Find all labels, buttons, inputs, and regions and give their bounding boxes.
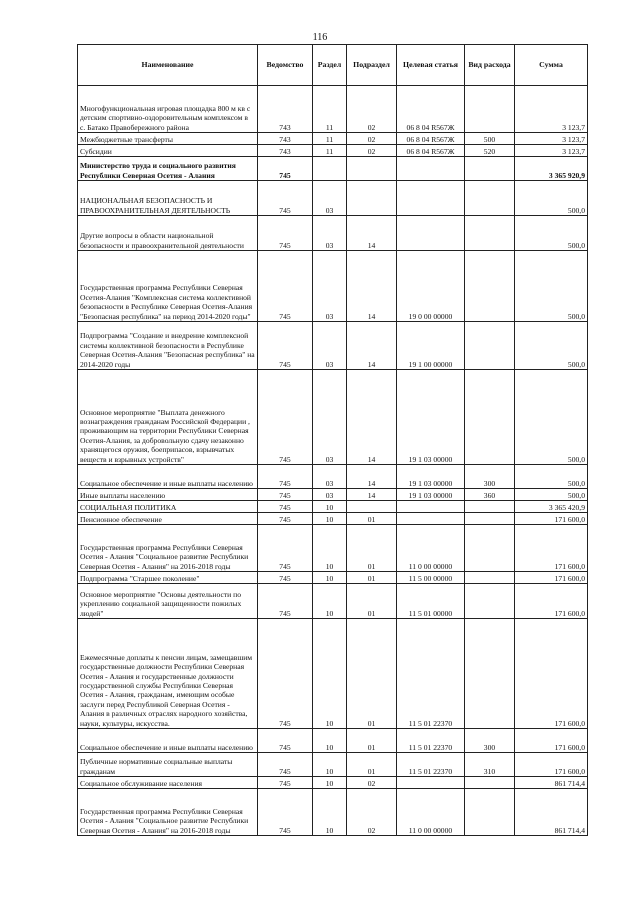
row-name: Социальное обеспечение и иные выплаты населению — [78, 729, 258, 753]
row-section: 10 — [313, 501, 347, 513]
row-section: 03 — [313, 465, 347, 489]
row-expense-type — [465, 789, 515, 836]
row-dept: 745 — [258, 753, 313, 777]
row-expense-type — [465, 513, 515, 525]
row-section: 10 — [313, 525, 347, 572]
row-sum: 500,0 — [515, 216, 588, 251]
row-target: 06 8 04 R567Ж — [397, 86, 465, 133]
row-dept: 745 — [258, 525, 313, 572]
row-expense-type — [465, 251, 515, 322]
table-row — [78, 145, 588, 157]
row-subsection: 14 — [347, 251, 397, 322]
row-target: 19 0 00 00000 — [397, 251, 465, 322]
header-subsection: Подраздел — [347, 45, 397, 86]
row-target: 11 0 00 00000 — [397, 789, 465, 836]
row-subsection: 02 — [347, 789, 397, 836]
row-name: Субсидии — [78, 145, 258, 157]
table-row — [78, 251, 588, 322]
row-target — [397, 501, 465, 513]
row-name: Подпрограмма "Старшее поколение" — [78, 572, 258, 584]
row-name: Пенсионное обеспечение — [78, 513, 258, 525]
row-sum: 500,0 — [515, 181, 588, 216]
row-target: 11 5 01 22370 — [397, 753, 465, 777]
row-name: Основное мероприятие "Основы деятельности по укреплению социальной защищенности пожилых людей" — [78, 584, 258, 619]
table-header-row — [78, 45, 588, 86]
row-expense-type: 520 — [465, 145, 515, 157]
row-expense-type: 300 — [465, 465, 515, 489]
row-sum: 861 714,4 — [515, 777, 588, 789]
row-section: 03 — [313, 181, 347, 216]
page-number: 116 — [312, 32, 328, 43]
row-subsection: 14 — [347, 216, 397, 251]
table-row — [78, 501, 588, 513]
row-expense-type — [465, 584, 515, 619]
row-subsection — [347, 181, 397, 216]
row-expense-type — [465, 525, 515, 572]
row-dept: 745 — [258, 572, 313, 584]
row-dept: 743 — [258, 86, 313, 133]
row-sum: 861 714,4 — [515, 789, 588, 836]
row-dept: 745 — [258, 370, 313, 465]
row-subsection: 01 — [347, 572, 397, 584]
row-expense-type — [465, 157, 515, 181]
row-expense-type — [465, 86, 515, 133]
row-subsection: 02 — [347, 86, 397, 133]
table-row — [78, 572, 588, 584]
header-expense-type: Вид расхода — [465, 45, 515, 86]
row-subsection: 02 — [347, 145, 397, 157]
row-dept: 745 — [258, 777, 313, 789]
row-subsection: 14 — [347, 489, 397, 501]
row-sum: 171 600,0 — [515, 572, 588, 584]
row-section: 10 — [313, 789, 347, 836]
row-section: 03 — [313, 489, 347, 501]
row-name: Другие вопросы в области национальной безопасности и правоохранительной деятельности — [78, 216, 258, 251]
row-section: 10 — [313, 729, 347, 753]
row-target: 11 5 01 22370 — [397, 729, 465, 753]
table-row — [78, 729, 588, 753]
row-section: 11 — [313, 133, 347, 145]
row-sum: 171 600,0 — [515, 584, 588, 619]
row-name: Основное мероприятие "Выплата денежного вознаграждения гражданам Российской Федерации , проживающим на территории Республики Северная Осетия-Алания, за добровольную сдачу незаконно хранящегося оружия, боеприпасов, взрывчатых веществ и взрывных устройств" — [78, 370, 258, 465]
row-dept: 745 — [258, 789, 313, 836]
row-dept: 745 — [258, 584, 313, 619]
row-name: Министерство труда и социального развития Республики Северная Осетия - Алания — [78, 157, 258, 181]
row-section: 11 — [313, 86, 347, 133]
row-expense-type: 500 — [465, 133, 515, 145]
row-name: Государственная программа Республики Северная Осетия - Алания "Социальное развитие Республики Северная Осетия - Алания" на 2016-2018 годы — [78, 789, 258, 836]
table-row — [78, 513, 588, 525]
row-section: 11 — [313, 145, 347, 157]
row-target: 19 1 00 00000 — [397, 322, 465, 370]
header-target: Целевая статья — [397, 45, 465, 86]
row-dept: 743 — [258, 145, 313, 157]
row-expense-type: 300 — [465, 729, 515, 753]
row-name: НАЦИОНАЛЬНАЯ БЕЗОПАСНОСТЬ И ПРАВООХРАНИТЕЛЬНАЯ ДЕЯТЕЛЬНОСТЬ — [78, 181, 258, 216]
row-sum: 171 600,0 — [515, 525, 588, 572]
row-name: Государственная программа Республики Северная Осетия-Алания "Комплексная система коллективной безопасности в Республике Северная Осетия-Алания "Безопасная республика" на период 2014-2020 годы" — [78, 251, 258, 322]
row-section: 03 — [313, 322, 347, 370]
row-name: Иные выплаты населению — [78, 489, 258, 501]
row-sum: 3 123,7 — [515, 86, 588, 133]
row-expense-type — [465, 322, 515, 370]
table-row — [78, 525, 588, 572]
row-sum: 3 365 920,9 — [515, 157, 588, 181]
row-expense-type — [465, 572, 515, 584]
row-sum: 171 600,0 — [515, 619, 588, 729]
row-dept: 745 — [258, 619, 313, 729]
table-row — [78, 370, 588, 465]
row-target: 19 1 03 00000 — [397, 489, 465, 501]
row-dept: 745 — [258, 157, 313, 181]
table-row — [78, 322, 588, 370]
row-sum: 3 123,7 — [515, 133, 588, 145]
table-row — [78, 584, 588, 619]
row-section: 10 — [313, 584, 347, 619]
row-section: 10 — [313, 572, 347, 584]
table-row — [78, 157, 588, 181]
row-dept: 745 — [258, 181, 313, 216]
table-row — [78, 181, 588, 216]
row-subsection: 14 — [347, 322, 397, 370]
row-subsection: 02 — [347, 777, 397, 789]
row-dept: 745 — [258, 216, 313, 251]
row-expense-type — [465, 619, 515, 729]
row-sum: 500,0 — [515, 489, 588, 501]
row-subsection: 01 — [347, 619, 397, 729]
row-name: Публичные нормативные социальные выплаты гражданам — [78, 753, 258, 777]
row-subsection: 01 — [347, 513, 397, 525]
row-target: 11 0 00 00000 — [397, 525, 465, 572]
row-subsection: 02 — [347, 133, 397, 145]
row-name: Межбюджетные трансферты — [78, 133, 258, 145]
header-section: Раздел — [313, 45, 347, 86]
row-name: Подпрограмма "Создание и внедрение комплексной системы коллективной безопасности в Республике Северная Осетия-Алания "Безопасная республика" на 2014-2020 годы — [78, 322, 258, 370]
header-sum: Сумма — [515, 45, 588, 86]
row-section: 10 — [313, 777, 347, 789]
table-row — [78, 777, 588, 789]
row-sum: 500,0 — [515, 251, 588, 322]
table-row — [78, 619, 588, 729]
row-name: Многофункциональная игровая площадка 800 м кв с детским спортивно-оздоровительным комплексом в с. Батако Правобережного района — [78, 86, 258, 133]
row-sum: 500,0 — [515, 370, 588, 465]
row-target: 11 5 00 00000 — [397, 572, 465, 584]
row-sum: 3 365 420,9 — [515, 501, 588, 513]
row-dept: 745 — [258, 322, 313, 370]
row-dept: 745 — [258, 513, 313, 525]
row-target — [397, 157, 465, 181]
row-dept: 745 — [258, 729, 313, 753]
row-subsection: 14 — [347, 370, 397, 465]
row-subsection: 01 — [347, 525, 397, 572]
row-name: Ежемесячные доплаты к пенсии лицам, замещавшим государственные должности Республики Северная Осетия - Алания и государственные должности государственной службы Республики Северная Осетия - Алания, гражданам, имеющим особые заслуги перед Республикой Северная Осетия - Алания в различных отраслях народного хозяйства, науки, культуры, искусства. — [78, 619, 258, 729]
row-section: 10 — [313, 513, 347, 525]
table-body — [78, 86, 588, 836]
row-sum: 3 123,7 — [515, 145, 588, 157]
row-section: 10 — [313, 753, 347, 777]
table-row — [78, 86, 588, 133]
row-target: 06 8 04 R567Ж — [397, 145, 465, 157]
row-expense-type — [465, 370, 515, 465]
row-target — [397, 181, 465, 216]
row-expense-type — [465, 216, 515, 251]
table-row — [78, 489, 588, 501]
row-dept: 745 — [258, 251, 313, 322]
row-section — [313, 157, 347, 181]
row-expense-type: 310 — [465, 753, 515, 777]
row-target — [397, 777, 465, 789]
row-sum: 171 600,0 — [515, 513, 588, 525]
table-row — [78, 465, 588, 489]
row-target — [397, 513, 465, 525]
row-section: 03 — [313, 370, 347, 465]
row-subsection: 14 — [347, 465, 397, 489]
row-sum: 171 600,0 — [515, 753, 588, 777]
header-dept: Ведомство — [258, 45, 313, 86]
row-name: Социальное обеспечение и иные выплаты населению — [78, 465, 258, 489]
row-target: 11 5 01 00000 — [397, 584, 465, 619]
table-row — [78, 753, 588, 777]
row-dept: 745 — [258, 501, 313, 513]
row-sum: 500,0 — [515, 465, 588, 489]
row-expense-type: 360 — [465, 489, 515, 501]
row-subsection: 01 — [347, 753, 397, 777]
row-sum: 500,0 — [515, 322, 588, 370]
row-target: 19 1 03 00000 — [397, 465, 465, 489]
row-name: СОЦИАЛЬНАЯ ПОЛИТИКА — [78, 501, 258, 513]
row-subsection: 01 — [347, 584, 397, 619]
row-subsection — [347, 157, 397, 181]
row-dept: 743 — [258, 133, 313, 145]
row-expense-type — [465, 501, 515, 513]
table-row — [78, 789, 588, 836]
row-dept: 745 — [258, 489, 313, 501]
row-dept: 745 — [258, 465, 313, 489]
row-section: 03 — [313, 216, 347, 251]
row-section: 03 — [313, 251, 347, 322]
row-target: 11 5 01 22370 — [397, 619, 465, 729]
row-subsection: 01 — [347, 729, 397, 753]
row-name: Социальное обслуживание населения — [78, 777, 258, 789]
row-sum: 171 600,0 — [515, 729, 588, 753]
row-target: 19 1 03 00000 — [397, 370, 465, 465]
row-subsection — [347, 501, 397, 513]
row-expense-type — [465, 777, 515, 789]
row-expense-type — [465, 181, 515, 216]
row-section: 10 — [313, 619, 347, 729]
row-target — [397, 216, 465, 251]
row-name: Государственная программа Республики Северная Осетия - Алания "Социальное развитие Республики Северная Осетия - Алания" на 2016-2018 годы — [78, 525, 258, 572]
row-target: 06 8 04 R567Ж — [397, 133, 465, 145]
table-row — [78, 216, 588, 251]
table-row — [78, 133, 588, 145]
budget-table — [77, 44, 588, 836]
header-name: Наименование — [78, 45, 258, 86]
